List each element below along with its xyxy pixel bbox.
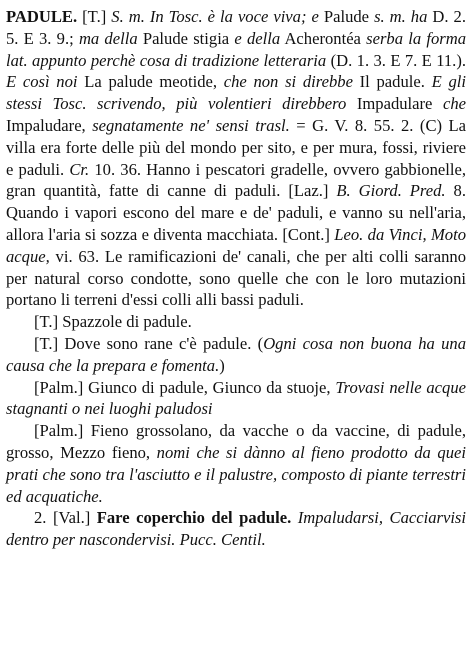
text-run: Pucc. Centil. (175, 530, 266, 550)
text-run: Palude stigia (137, 28, 235, 48)
text-run: D. 2. 5. E 3. 9.; (6, 7, 466, 48)
text-run: e della (234, 28, 281, 48)
text-run: Impaludare, (6, 115, 93, 135)
text-run: ma della (78, 28, 138, 48)
text-run: 10. 36. Hanno i pescatori gradelle, ovvero gabbionelle, gran quantità, fatte di canne di paduli. [Laz.] (6, 159, 466, 201)
text-run: [T.] (77, 7, 112, 26)
text-run: Leo. da Vinci, Moto acque, (6, 224, 466, 266)
text-run: E così noi (6, 72, 78, 92)
text-run: S. m. In Tosc. è la voce viva; e (111, 7, 319, 26)
text-run: ) (219, 355, 225, 375)
text-run: vi. 63. Le ramificazioni de' canali, che per alti colli saranno per natural corso condotte, sono quelle che con le loro mutazioni portano li terreni d'essi colli alli bassi paduli. (6, 246, 466, 310)
entry-subsense-paragraph (6, 311, 466, 333)
text-run: serba la forma lat. appunto perchè cosa di tradizione letteraria (6, 28, 466, 70)
text-run: [T.] Spazzole di padule. (34, 312, 192, 332)
text-run: = G. V. 8. 55. 2. (C) La villa era forte delle più del mondo per sito, e per mura, fossi, riviere e paduli. (6, 115, 467, 179)
text-run: PADULE. (6, 7, 78, 26)
text-run: s. m. ha (374, 7, 428, 26)
text-run: E gli stessi Tosc. scrivendo, più volentieri direbbero (6, 72, 466, 114)
text-run: [Palm.] Giunco di padule, Giunco da stuoje, (34, 377, 336, 397)
text-run: [Palm.] Fieno grossolano, da vacche o da vaccine, di padule, grosso, Mezzo fieno, (6, 421, 466, 462)
text-run: Trovasi nelle acque stagnanti o nei luoghi paludosi (6, 377, 466, 419)
text-run: che non si direbbe (223, 72, 353, 92)
text-run: che (442, 94, 466, 114)
text-run: La palude meotide, (77, 72, 224, 92)
entry-subsense-paragraph (6, 420, 466, 507)
entry-subsense-paragraph (6, 333, 466, 377)
entry-subsense-paragraph (6, 377, 466, 421)
text-run: Impadulare (346, 94, 443, 114)
text-run: 2. [Val.] (34, 508, 97, 528)
text-run: nomi che si dànno al fieno prodotto da quei prati che sono tra l'asciutto e il palustre, composto di piante terrestri ed acquatiche. (6, 442, 466, 506)
text-run: (D. 1. 3. E 7. E 11.). (326, 50, 466, 70)
text-run: Palude (318, 7, 375, 26)
text-run: Cr. (69, 159, 90, 179)
entry-main-paragraph (6, 6, 466, 311)
text-run: Acherontéa (280, 28, 367, 48)
dictionary-entry-padule (6, 6, 466, 551)
text-run: B. Giord. Pred. (336, 181, 446, 201)
text-run: Impaludarsi, Cacciarvisi dentro per nascondervisi. (6, 508, 466, 550)
text-run: Fare coperchio del padule. (96, 508, 292, 528)
text-run: segnatamente ne' sensi trasl. (92, 115, 290, 135)
text-run: Ogni cosa non buona ha una causa che la prepara e fomenta. (6, 333, 466, 375)
text-run: Il padule. (352, 72, 432, 92)
entry-subsense-paragraph (6, 507, 466, 551)
text-run: [T.] Dove sono rane c'è padule. ( (34, 333, 264, 353)
text-run: 8. Quando i vapori escono del mare e de' paduli, e vanno su nell'aria, allora l'aria si sozza e diventa macchiata. [Cont.] (6, 181, 466, 244)
